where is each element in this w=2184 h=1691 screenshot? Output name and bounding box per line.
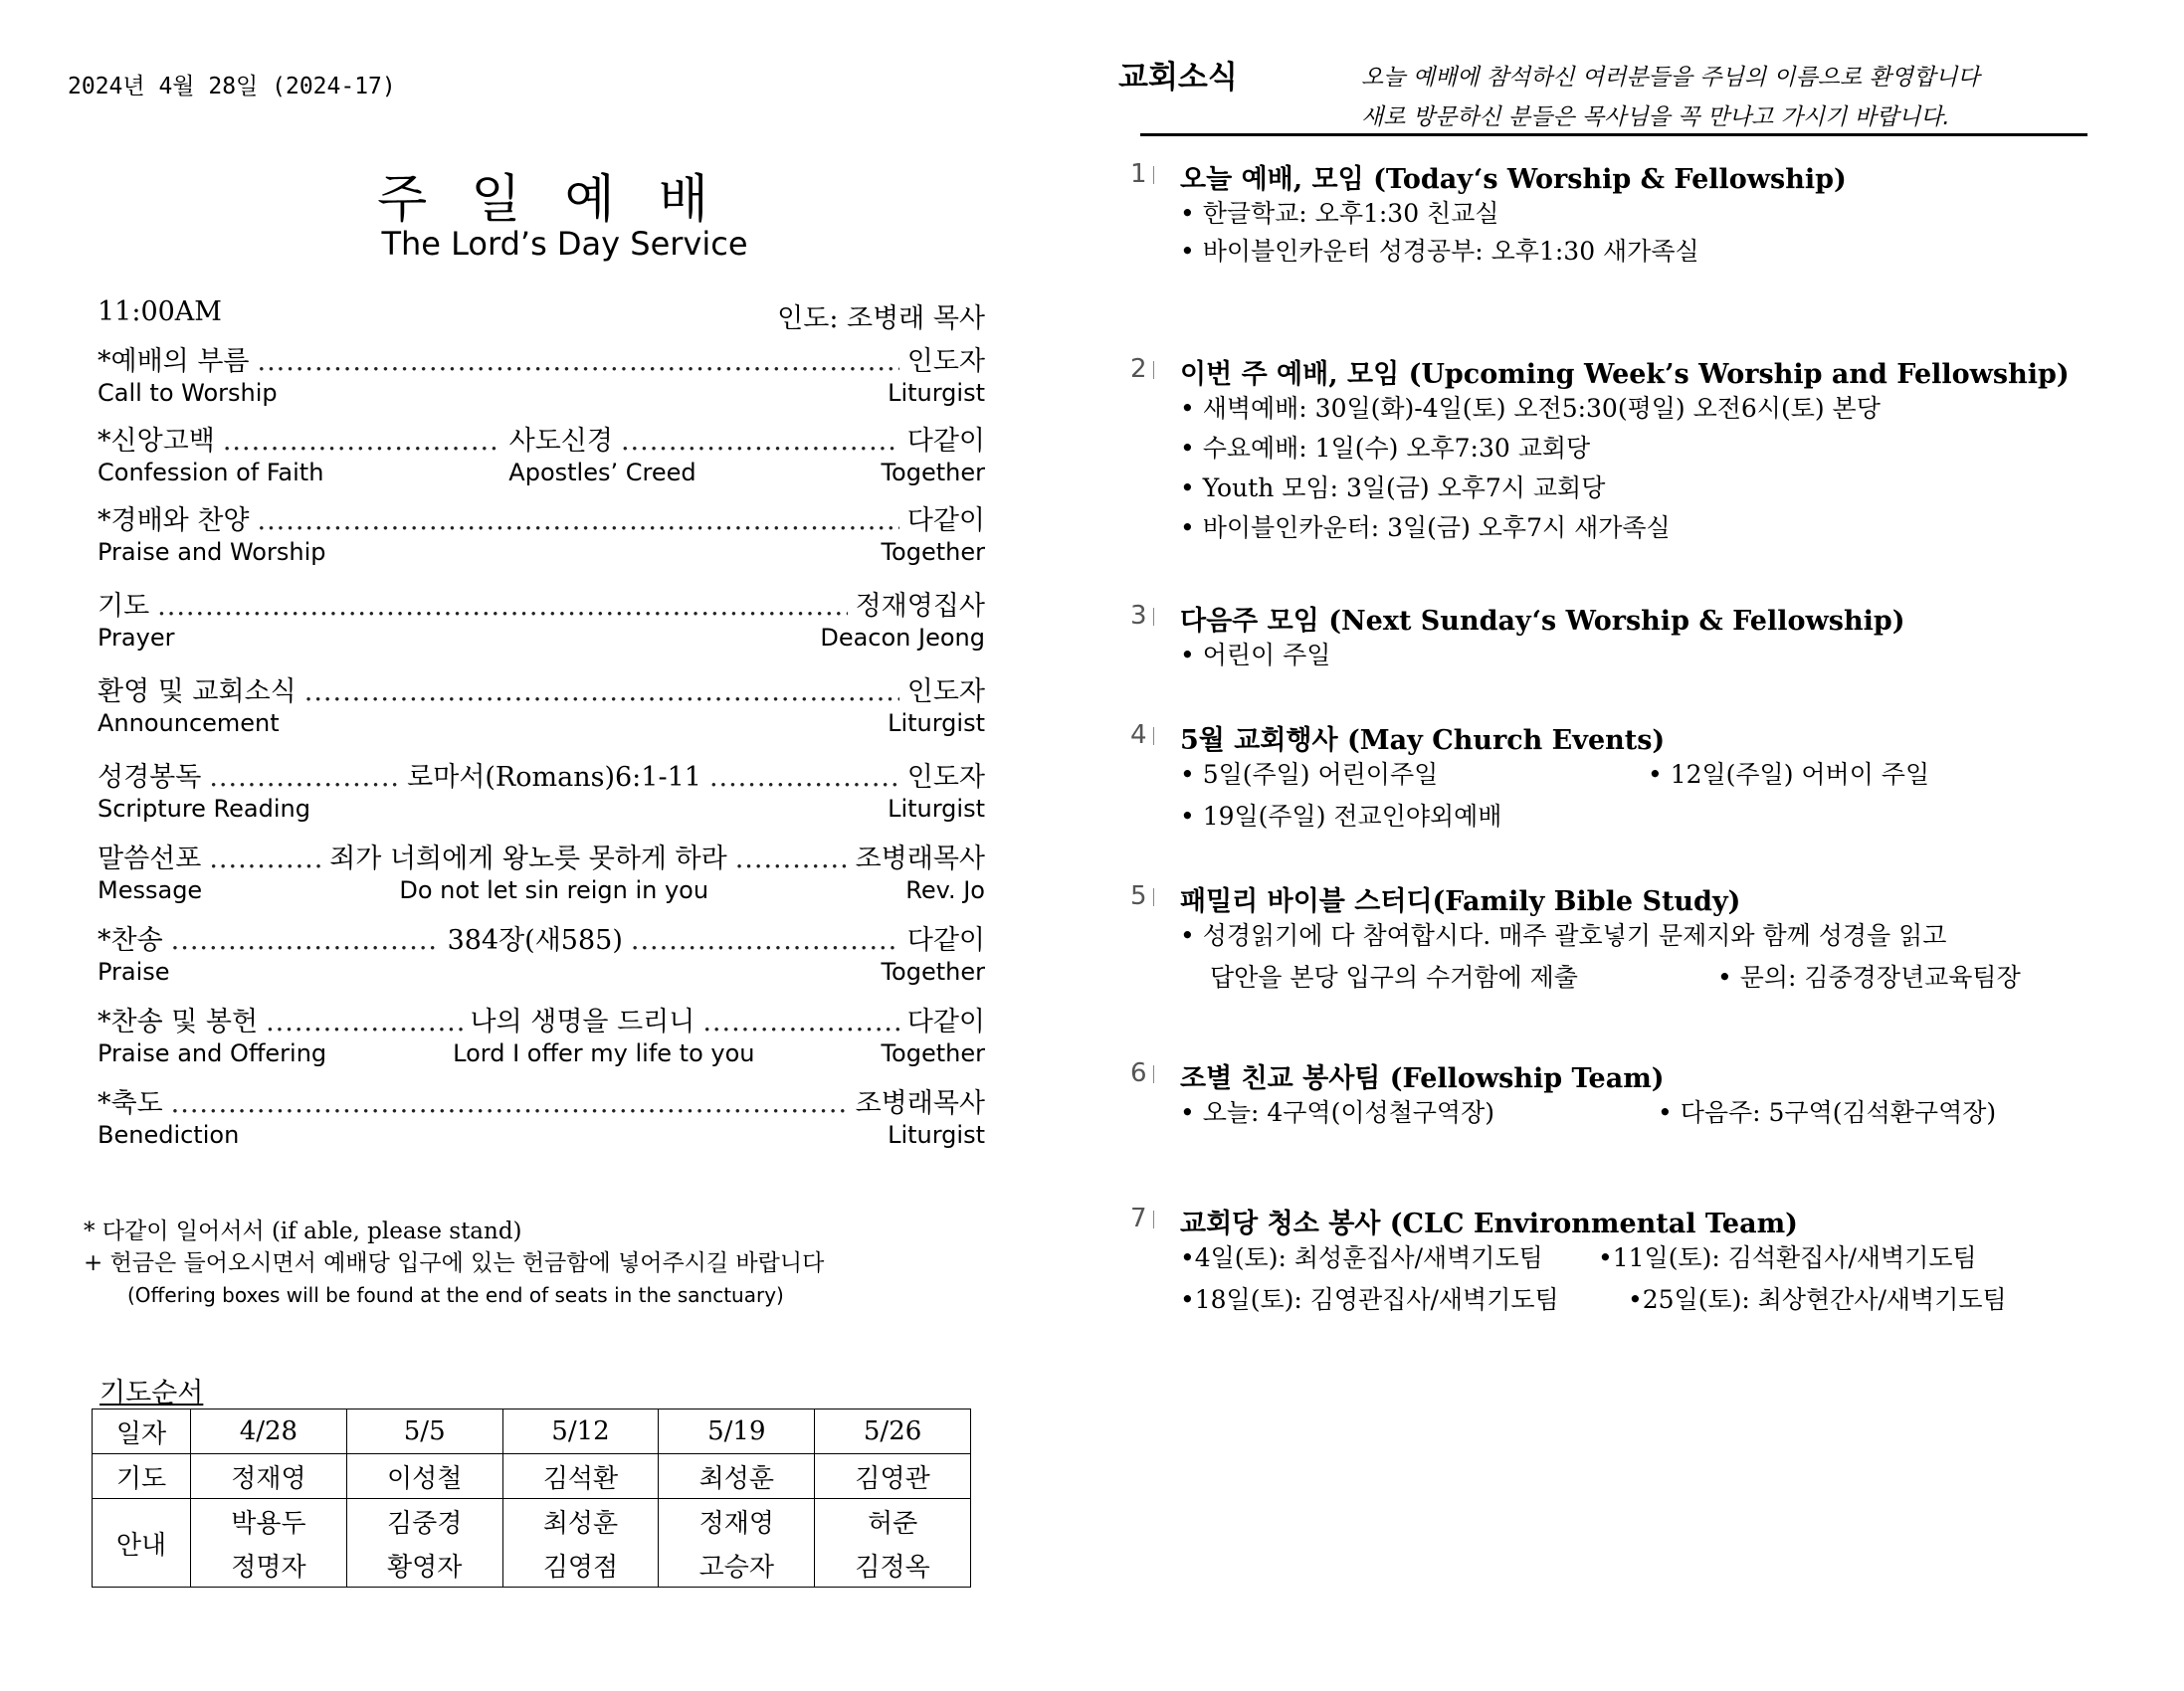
leader-dots bbox=[258, 505, 899, 537]
order-item bbox=[98, 346, 985, 408]
order-item-leader: 조병래목사 bbox=[855, 1088, 985, 1119]
list-item: 답안을 본당 입구의 수거함에 제출 bbox=[1210, 963, 1578, 992]
order-item-title: *예배의 부름 bbox=[98, 346, 250, 377]
section-number: 6 bbox=[1130, 1058, 1154, 1088]
order-item-detail-english bbox=[278, 378, 888, 408]
order-item-title: *신앙고백 bbox=[98, 426, 215, 457]
order-item-korean bbox=[98, 1007, 985, 1038]
order-item-detail-english bbox=[170, 957, 882, 987]
welcome-line: 새로 방문하신 분들은 목사님을 꼭 만나고 가시기 바랍니다. bbox=[1361, 104, 1950, 130]
table-row-guide-top bbox=[93, 1499, 971, 1544]
table-cell: 고승자 bbox=[659, 1543, 815, 1588]
leader-dots bbox=[157, 591, 847, 623]
table-cell: 5/26 bbox=[815, 1409, 971, 1454]
table-cell: 김영관 bbox=[815, 1454, 971, 1499]
leader-dots bbox=[621, 426, 899, 458]
list-item: • 5일(주일) 어린이주일 bbox=[1180, 760, 1439, 789]
order-item-title: 말씀선포 bbox=[98, 844, 202, 874]
order-item-korean bbox=[98, 591, 985, 623]
order-item-title-english: Praise and Offering bbox=[98, 1039, 327, 1067]
order-item-detail-english bbox=[280, 708, 888, 738]
leader-dots bbox=[631, 925, 899, 957]
table-cell: 정명자 bbox=[191, 1543, 347, 1588]
leader-dots bbox=[209, 762, 399, 794]
news-section bbox=[1130, 1202, 2105, 1361]
section-heading: 이번 주 예배, 모임 (Upcoming Week’s Worship and Fellowship) bbox=[1180, 359, 2070, 390]
table-cell: 5/19 bbox=[659, 1409, 815, 1454]
order-item-title-english: Scripture Reading bbox=[98, 795, 310, 823]
section-heading: 교회당 청소 봉사 (CLC Environmental Team) bbox=[1180, 1209, 1798, 1239]
order-item-english bbox=[98, 957, 985, 987]
table-cell: 김석환 bbox=[502, 1454, 659, 1499]
order-item-leader: 정재영집사 bbox=[855, 591, 985, 622]
order-item-korean bbox=[98, 844, 985, 875]
list-item: •25일(토): 최상현간사/새벽기도팀 bbox=[1628, 1285, 2007, 1314]
order-item-title-english: Benediction bbox=[98, 1121, 240, 1149]
service-leader: 인도: 조병래 목사 bbox=[777, 303, 985, 334]
order-item-leader-english: Liturgist bbox=[888, 709, 985, 737]
order-item-title-english: Call to Worship bbox=[98, 379, 278, 407]
leader-dots bbox=[304, 676, 899, 708]
order-item-leader: 조병래목사 bbox=[855, 844, 986, 874]
leader-dots bbox=[735, 844, 848, 875]
order-item-leader-english: Liturgist bbox=[888, 795, 985, 823]
section-heading: 오늘 예배, 모임 (Today‘s Worship & Fellowship) bbox=[1180, 164, 1847, 195]
order-item-leader: 다같이 bbox=[906, 505, 985, 536]
order-item-title-english: Message bbox=[98, 876, 203, 904]
order-item bbox=[98, 1007, 985, 1068]
news-section bbox=[1130, 718, 2105, 877]
list-item: • 어린이 주일 bbox=[1180, 641, 1331, 669]
order-item-title-english: Praise bbox=[98, 958, 170, 986]
list-item: • 성경읽기에 다 참여합시다. 매주 괄호넣기 문제지와 함께 성경을 읽고 bbox=[1180, 921, 1947, 950]
list-item: • 오늘: 4구역(이성철구역장) bbox=[1180, 1098, 1494, 1127]
section-number: 1 bbox=[1130, 159, 1154, 189]
order-item-title: 성경봉독 bbox=[98, 762, 202, 793]
list-item: • Youth 모임: 3일(금) 오후7시 교회당 bbox=[1180, 473, 1606, 502]
service-title-english: The Lord’s Day Service bbox=[381, 225, 748, 263]
list-item: • 바이블인카운터: 3일(금) 오후7시 새가족실 bbox=[1180, 513, 1671, 542]
order-item-leader-english: Liturgist bbox=[888, 379, 985, 407]
table-cell: 이성철 bbox=[346, 1454, 502, 1499]
list-item: • 수요예배: 1일(수) 오후7:30 교회당 bbox=[1180, 434, 1591, 463]
list-item: • 바이블인카운터 성경공부: 오후1:30 새가족실 bbox=[1180, 237, 1699, 266]
leader-dots bbox=[266, 1007, 462, 1038]
section-number: 3 bbox=[1130, 601, 1154, 631]
section-heading: 조별 친교 봉사팀 (Fellowship Team) bbox=[1180, 1063, 1665, 1094]
order-item-detail-english bbox=[325, 537, 881, 567]
news-section bbox=[1130, 352, 2105, 542]
order-item-leader: 다같이 bbox=[906, 925, 986, 956]
order-item-title-english: Praise and Worship bbox=[98, 538, 326, 566]
order-item-detail-english bbox=[239, 1120, 888, 1150]
order-item-detail-english bbox=[174, 623, 820, 653]
order-item-detail: 사도신경 bbox=[508, 426, 613, 457]
order-item-korean bbox=[98, 676, 985, 708]
order-item-title: *경배와 찬양 bbox=[98, 505, 250, 536]
order-item-korean bbox=[98, 505, 985, 537]
table-cell: 김정옥 bbox=[815, 1543, 971, 1588]
church-news-title: 교회소식 bbox=[1118, 60, 1238, 95]
order-item-leader-english: Together bbox=[881, 1039, 985, 1067]
table-cell: 박용두 bbox=[191, 1499, 347, 1544]
leader-dots bbox=[171, 925, 440, 957]
order-item-korean bbox=[98, 426, 985, 458]
order-item bbox=[98, 844, 985, 905]
offering-note-english: (Offering boxes will be found at the end of seats in the sanctuary) bbox=[127, 1283, 784, 1307]
service-title-korean: 주일예배 bbox=[377, 170, 752, 230]
table-cell: 허준 bbox=[815, 1499, 971, 1544]
table-row-dates bbox=[93, 1409, 971, 1454]
order-item-title: 환영 및 교회소식 bbox=[98, 676, 297, 707]
order-item-leader-english: Together bbox=[881, 958, 985, 986]
section-number: 7 bbox=[1130, 1204, 1154, 1233]
order-item-korean bbox=[98, 346, 985, 378]
list-item: • 새벽예배: 30일(화)-4일(토) 오전5:30(평일) 오전6시(토) 본당 bbox=[1180, 394, 1881, 423]
order-item-title-english: Announcement bbox=[98, 709, 280, 737]
table-cell: 5/12 bbox=[502, 1409, 659, 1454]
list-item: • 한글학교: 오후1:30 친교실 bbox=[1180, 199, 1499, 228]
list-item: •4일(토): 최성훈집사/새벽기도팀 bbox=[1180, 1243, 1543, 1272]
table-cell: 일자 bbox=[93, 1409, 191, 1454]
welcome-line: 오늘 예배에 참석하신 여러분들을 주님의 이름으로 환영합니다 bbox=[1361, 65, 1980, 91]
offering-note: + 헌금은 들어오시면서 예배당 입구에 있는 헌금함에 넣어주시길 바랍니다 bbox=[84, 1250, 825, 1276]
news-section bbox=[1130, 879, 2105, 1038]
table-cell: 안내 bbox=[93, 1499, 191, 1588]
table-cell: 최성훈 bbox=[659, 1454, 815, 1499]
list-item: • 문의: 김중경장년교육팀장 bbox=[1717, 963, 2021, 992]
news-section bbox=[1130, 1056, 2105, 1216]
service-time: 11:00AM bbox=[98, 296, 222, 327]
list-item: •11일(토): 김석환집사/새벽기도팀 bbox=[1598, 1243, 1977, 1272]
stand-note: * 다같이 일어서서 (if able, please stand) bbox=[84, 1219, 522, 1244]
table-cell: 김중경 bbox=[346, 1499, 502, 1544]
section-heading: 패밀리 바이블 스터디(Family Bible Study) bbox=[1180, 886, 1741, 917]
order-item bbox=[98, 762, 985, 824]
section-heading: 다음주 모임 (Next Sunday‘s Worship & Fellowship) bbox=[1180, 606, 1905, 637]
leader-dots bbox=[171, 1088, 848, 1120]
order-item-leader: 인도자 bbox=[906, 346, 985, 377]
section-number: 4 bbox=[1130, 720, 1154, 750]
order-item-title-english: Confession of Faith bbox=[98, 459, 324, 486]
order-item-korean bbox=[98, 1088, 985, 1120]
order-item-leader-english: Deacon Jeong bbox=[820, 624, 985, 652]
section-number: 2 bbox=[1130, 354, 1154, 384]
order-item-korean bbox=[98, 762, 985, 794]
leader-dots bbox=[223, 426, 501, 458]
header-divider bbox=[1140, 133, 2087, 136]
leader-dots bbox=[209, 844, 321, 875]
news-section bbox=[1130, 157, 2105, 316]
order-item-title: *찬송 및 봉헌 bbox=[98, 1007, 259, 1037]
bulletin-date: 2024년 4월 28일 (2024-17) bbox=[68, 74, 396, 99]
order-item-title: *찬송 bbox=[98, 925, 163, 956]
order-item-leader: 인도자 bbox=[906, 762, 986, 793]
order-item-detail: 죄가 너희에게 왕노릇 못하게 하라 bbox=[329, 844, 727, 874]
order-item-english bbox=[98, 1038, 985, 1068]
order-item-title-english: Prayer bbox=[98, 624, 175, 652]
order-item-english bbox=[98, 875, 985, 905]
order-item bbox=[98, 505, 985, 567]
order-item bbox=[98, 591, 985, 653]
order-item-english bbox=[98, 623, 985, 653]
table-cell: 최성훈 bbox=[502, 1499, 659, 1544]
prayer-schedule-table bbox=[92, 1409, 971, 1588]
table-row-guide-bottom bbox=[93, 1543, 971, 1588]
order-item-english bbox=[98, 537, 985, 567]
order-item-detail-english: Do not let sin reign in you bbox=[399, 876, 709, 904]
order-item-english bbox=[98, 1120, 985, 1150]
order-item-title: *축도 bbox=[98, 1088, 163, 1119]
order-item-korean bbox=[98, 925, 985, 957]
order-item bbox=[98, 925, 985, 987]
leader-dots bbox=[258, 346, 899, 378]
order-item-leader: 다같이 bbox=[906, 1007, 985, 1037]
order-item-leader: 다같이 bbox=[906, 426, 985, 457]
order-item-title: 기도 bbox=[98, 591, 150, 622]
service-time-line bbox=[98, 296, 985, 335]
order-item-english bbox=[98, 794, 985, 824]
table-cell: 황영자 bbox=[346, 1543, 502, 1588]
order-item-english bbox=[98, 378, 985, 408]
leader-dots bbox=[709, 762, 899, 794]
list-item: • 12일(주일) 어버이 주일 bbox=[1648, 760, 1930, 789]
table-cell: 김영점 bbox=[502, 1543, 659, 1588]
list-item: •18일(토): 김영관집사/새벽기도팀 bbox=[1180, 1285, 1559, 1314]
table-cell: 4/28 bbox=[191, 1409, 347, 1454]
table-cell: 정재영 bbox=[191, 1454, 347, 1499]
table-cell: 정재영 bbox=[659, 1499, 815, 1544]
order-item-detail: 나의 생명을 드리니 bbox=[470, 1007, 695, 1037]
list-item: • 19일(주일) 전교인야외예배 bbox=[1180, 802, 1502, 831]
prayer-schedule-heading: 기도순서 bbox=[99, 1378, 204, 1409]
order-item-leader-english: Together bbox=[881, 538, 985, 566]
leader-dots bbox=[702, 1007, 898, 1038]
list-item: • 다음주: 5구역(김석환구역장) bbox=[1658, 1098, 1997, 1127]
order-item bbox=[98, 1088, 985, 1150]
section-number: 5 bbox=[1130, 881, 1154, 911]
order-item-english bbox=[98, 458, 985, 487]
order-item-leader-english: Liturgist bbox=[888, 1121, 985, 1149]
table-row-prayer bbox=[93, 1454, 971, 1499]
order-item-detail-english bbox=[310, 794, 888, 824]
order-item-leader: 인도자 bbox=[906, 676, 985, 707]
table-cell: 5/5 bbox=[346, 1409, 502, 1454]
order-item-detail-english: Lord I offer my life to you bbox=[453, 1039, 755, 1067]
welcome-message bbox=[1361, 58, 1980, 137]
order-item-english bbox=[98, 708, 985, 738]
table-cell: 기도 bbox=[93, 1454, 191, 1499]
order-item-leader-english: Rev. Jo bbox=[905, 876, 985, 904]
order-item-leader-english: Together bbox=[881, 459, 985, 486]
order-item bbox=[98, 676, 985, 738]
order-item-detail: 384장(새585) bbox=[447, 925, 623, 956]
section-heading: 5월 교회행사 (May Church Events) bbox=[1180, 725, 1666, 756]
order-item-detail-english: Apostles’ Creed bbox=[508, 459, 696, 486]
order-item bbox=[98, 426, 985, 487]
order-item-detail: 로마서(Romans)6:1-11 bbox=[407, 762, 701, 793]
service-notes bbox=[84, 1216, 824, 1311]
